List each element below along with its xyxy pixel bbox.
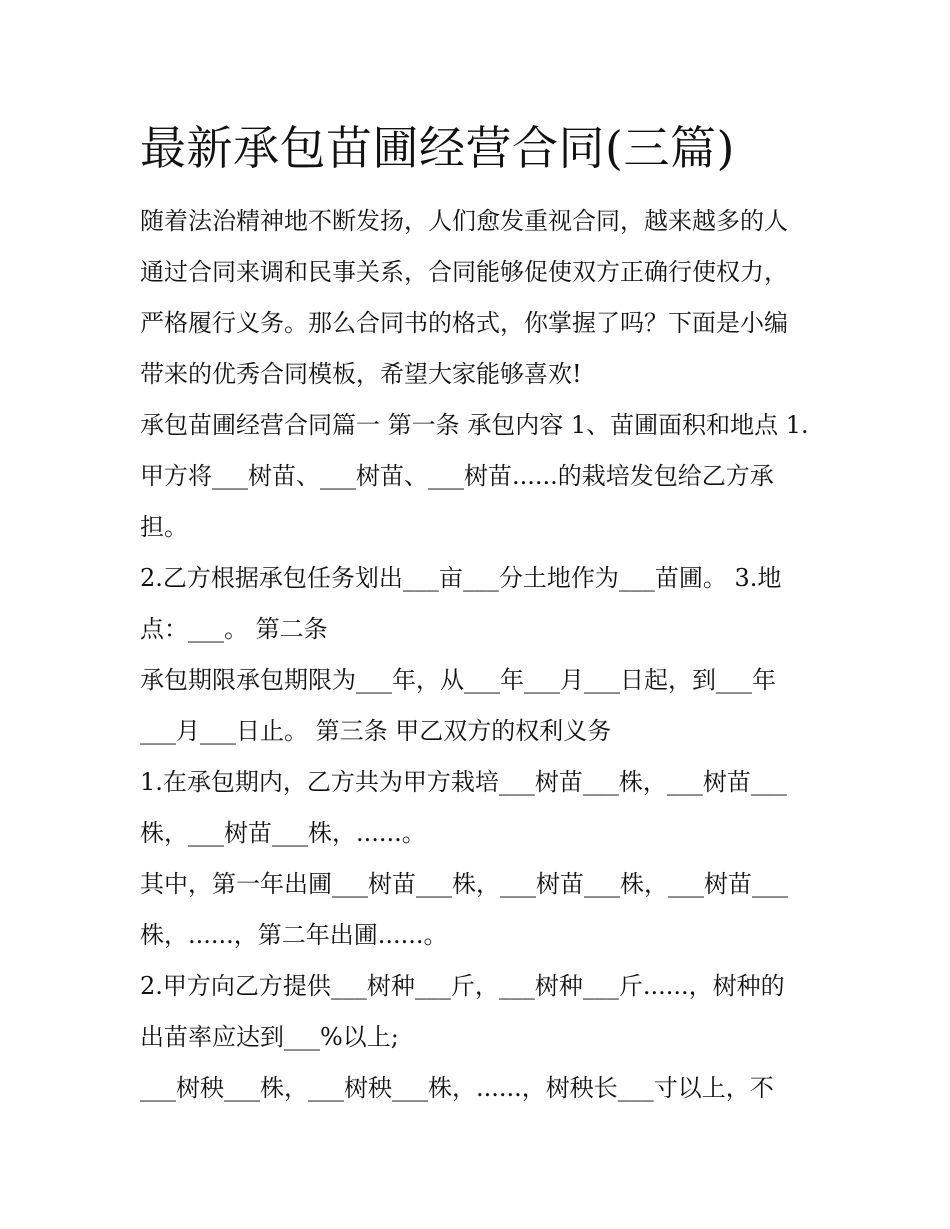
body-line-6: 甲方将___树苗、___树苗、___树苗......的栽培发包给乙方承 (140, 462, 774, 490)
body-line-5: 承包苗圃经营合同篇一 第一条 承包内容 1、苗圃面积和地点 1. (140, 411, 809, 439)
body-line-7: 担。 (140, 513, 188, 541)
body-line-16: 2.甲方向乙方提供___树种___斤，___树种___斤......，树种的 (140, 972, 785, 1000)
body-line-15: 株，......，第二年出圃......。 (140, 921, 448, 949)
document-content (140, 112, 820, 1114)
body-line-2: 通过合同来调和民事关系，合同能够促使双方正确行使权力， (140, 258, 788, 286)
body-line-3: 严格履行义务。那么合同书的格式，你掌握了吗？下面是小编 (140, 309, 788, 337)
document-body (140, 196, 820, 1114)
body-line-14: 其中，第一年出圃___树苗___株，___树苗___株，___树苗___ (140, 870, 788, 898)
body-line-1: 随着法治精神地不断发扬，人们愈发重视合同，越来越多的人 (140, 207, 788, 235)
body-line-4: 带来的优秀合同模板，希望大家能够喜欢! (140, 360, 582, 388)
body-line-17: 出苗率应达到___%以上; (140, 1023, 399, 1051)
body-line-13: 株，___树苗___株，......。 (140, 819, 426, 847)
body-line-9: 点：___。 第二条 (140, 615, 328, 643)
body-line-10: 承包期限承包期限为___年，从___年___月___日起，到___年 (140, 666, 776, 694)
body-line-8: 2.乙方根据承包任务划出___亩___分土地作为___苗圃。 3.地 (140, 564, 782, 592)
body-line-12: 1.在承包期内，乙方共为甲方栽培___树苗___株，___树苗___ (140, 768, 787, 796)
document-title: 最新承包苗圃经营合同(三篇) (140, 121, 735, 175)
body-line-11: ___月___日止。 第三条 甲乙双方的权利义务 (140, 717, 612, 745)
body-line-18: ___树秧___株，___树秧___株，......，树秧长___寸以上，不 (140, 1074, 774, 1102)
